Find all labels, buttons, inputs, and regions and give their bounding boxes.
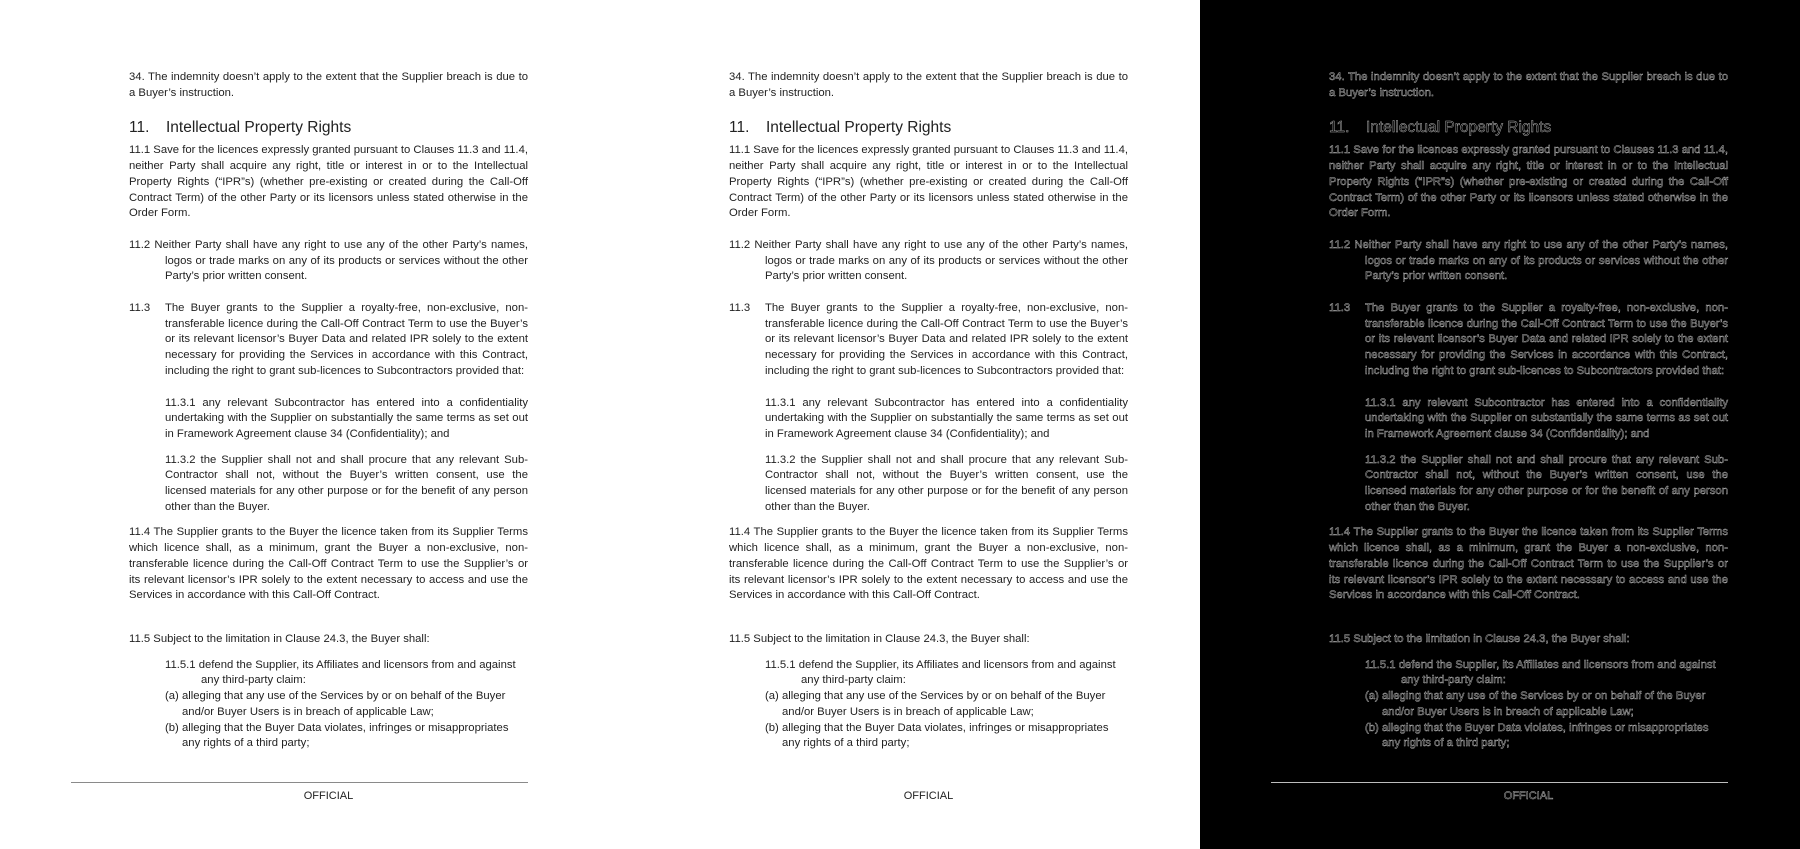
clause-body: The Buyer grants to the Supplier a royalty-free, non-exclusive, non-transferable licence during the Call-Off Contract Term to use the Buyer’s or its relevant licensor’s Buyer Data and related IPR solely to the extent necessary for providing the Services in accordance with this Contract, including the right to grant sub-licences to Subcontractors provided that: <box>1365 302 1728 377</box>
clause-body: The Buyer grants to the Supplier a royalty-free, non-exclusive, non-transferable licence during the Call-Off Contract Term to use the Buyer’s or its relevant licensor’s Buyer Data and related IPR solely to the extent necessary for providing the Services in accordance with this Contract, including the right to grant sub-licences to Subcontractors provided that: <box>165 302 528 377</box>
clause-11-3-1: 11.3.1 any relevant Subcontractor has entered into a confidentiality undertaking with the Supplier on substantially the same terms as set out in Framework Agreement clause 34 (Confidentiality); and <box>765 396 1128 440</box>
clause-11-5: 11.5 Subject to the limitation in Clause 24.3, the Buyer shall: <box>1329 632 1630 645</box>
list-item-a: (a) alleging that any use of the Services by or on behalf of the Buyer and/or Buyer Users is in breach of applicable Law; <box>165 690 506 718</box>
clause-11-3-2: 11.3.2 the Supplier shall not and shall procure that any relevant Sub-Contractor shall not, without the Buyer’s written consent, use the licensed materials for any other purpose or for the benefit of any person other than the Buyer. <box>765 453 1128 513</box>
heading-text: Intellectual Property Rights <box>166 119 352 137</box>
heading-number: 11. <box>729 119 750 137</box>
clause-11-4: 11.4 The Supplier grants to the Buyer the licence taken from its Supplier Terms which licence shall, as a minimum, grant the Buyer a non-exclusive, non-transferable licence during the Call-Off Contract Term to use the Supplier’s or its relevant licensor’s IPR solely to the extent necessary to access and use the Services in accordance with this Call-Off Contract. <box>129 526 528 602</box>
list-item-b: (b) alleging that the Buyer Data violates, infringes or misappropriates any rights of a third party; <box>165 721 509 750</box>
clause-11-2: 11.2 Neither Party shall have any right to use any of the other Party’s names, logos or trade marks on any of its products or services without the other Party’s prior written consent. <box>729 238 1128 283</box>
clause-11-3 <box>129 301 528 380</box>
section-heading <box>1329 118 1728 138</box>
page-panel-edges <box>1200 0 1800 849</box>
heading-text: Intellectual Property Rights <box>766 119 952 137</box>
list-item-b: (b) alleging that the Buyer Data violates, infringes or misappropriates any rights of a third party; <box>1365 721 1709 750</box>
footer-label: OFFICIAL <box>903 790 954 802</box>
footer-divider <box>71 782 528 783</box>
list-item-a: (a) alleging that any use of the Services by or on behalf of the Buyer and/or Buyer Users is in breach of applicable Law; <box>765 690 1106 718</box>
clause-11-5-1: 11.5.1 defend the Supplier, its Affiliates and licensors from and against any third-party claim: <box>165 658 516 687</box>
page-panel-copy <box>600 0 1200 849</box>
clause-11-2: 11.2 Neither Party shall have any right to use any of the other Party’s names, logos or trade marks on any of its products or services without the other Party’s prior written consent. <box>129 238 528 283</box>
paragraph-34: 34. The indemnity doesn’t apply to the extent that the Supplier breach is due to a Buyer’s instruction. <box>729 71 1128 99</box>
clause-11-5: 11.5 Subject to the limitation in Clause 24.3, the Buyer shall: <box>129 632 430 645</box>
clause-11-2: 11.2 Neither Party shall have any right to use any of the other Party’s names, logos or trade marks on any of its products or services without the other Party’s prior written consent. <box>1329 238 1728 283</box>
clause-11-5: 11.5 Subject to the limitation in Clause 24.3, the Buyer shall: <box>729 632 1030 645</box>
clause-11-3-2: 11.3.2 the Supplier shall not and shall procure that any relevant Sub-Contractor shall not, without the Buyer’s written consent, use the licensed materials for any other purpose or for the benefit of any person other than the Buyer. <box>165 453 528 513</box>
page-text <box>1329 70 1728 752</box>
list-item-b: (b) alleging that the Buyer Data violates, infringes or misappropriates any rights of a third party; <box>765 721 1109 750</box>
clause-11-5-1: 11.5.1 defend the Supplier, its Affiliates and licensors from and against any third-party claim: <box>765 658 1116 687</box>
clause-number: 11.3 <box>729 302 751 315</box>
clause-11-4: 11.4 The Supplier grants to the Buyer the licence taken from its Supplier Terms which licence shall, as a minimum, grant the Buyer a non-exclusive, non-transferable licence during the Call-Off Contract Term to use the Supplier’s or its relevant licensor’s IPR solely to the extent necessary to access and use the Services in accordance with this Call-Off Contract. <box>1329 526 1728 602</box>
clause-11-3 <box>729 301 1128 380</box>
page-panel-original <box>0 0 600 849</box>
heading-text: Intellectual Property Rights <box>1366 119 1552 137</box>
clause-body: The Buyer grants to the Supplier a royalty-free, non-exclusive, non-transferable licence during the Call-Off Contract Term to use the Buyer’s or its relevant licensor’s Buyer Data and related IPR solely to the extent necessary for providing the Services in accordance with this Contract, including the right to grant sub-licences to Subcontractors provided that: <box>765 302 1128 377</box>
section-heading <box>729 118 1128 138</box>
clause-11-1: 11.1 Save for the licences expressly granted pursuant to Clauses 11.3 and 11.4, neither Party shall acquire any right, title or interest in or to the Intellectual Property Rights (“IPR”s) (whether pre-existing or created during the Call-Off Contract Term) of the other Party or its licensors unless stated otherwise in the Order Form. <box>1329 144 1728 220</box>
footer-label: OFFICIAL <box>303 790 354 802</box>
clause-11-1: 11.1 Save for the licences expressly granted pursuant to Clauses 11.3 and 11.4, neither Party shall acquire any right, title or interest in or to the Intellectual Property Rights (“IPR”s) (whether pre-existing or created during the Call-Off Contract Term) of the other Party or its licensors unless stated otherwise in the Order Form. <box>729 144 1128 220</box>
section-heading <box>129 118 528 138</box>
clause-11-3-2: 11.3.2 the Supplier shall not and shall procure that any relevant Sub-Contractor shall not, without the Buyer’s written consent, use the licensed materials for any other purpose or for the benefit of any person other than the Buyer. <box>1365 453 1728 513</box>
clause-11-5-1: 11.5.1 defend the Supplier, its Affiliates and licensors from and against any third-party claim: <box>1365 658 1716 687</box>
clause-number: 11.3 <box>129 302 151 315</box>
footer-label: OFFICIAL <box>1503 790 1554 802</box>
page-text <box>729 70 1128 752</box>
paragraph-34: 34. The indemnity doesn’t apply to the extent that the Supplier breach is due to a Buyer’s instruction. <box>1329 71 1728 99</box>
clause-11-4: 11.4 The Supplier grants to the Buyer the licence taken from its Supplier Terms which licence shall, as a minimum, grant the Buyer a non-exclusive, non-transferable licence during the Call-Off Contract Term to use the Supplier’s or its relevant licensor’s IPR solely to the extent necessary to access and use the Services in accordance with this Call-Off Contract. <box>729 526 1128 602</box>
clause-11-1: 11.1 Save for the licences expressly granted pursuant to Clauses 11.3 and 11.4, neither Party shall acquire any right, title or interest in or to the Intellectual Property Rights (“IPR”s) (whether pre-existing or created during the Call-Off Contract Term) of the other Party or its licensors unless stated otherwise in the Order Form. <box>129 144 528 220</box>
clause-11-3-1: 11.3.1 any relevant Subcontractor has entered into a confidentiality undertaking with the Supplier on substantially the same terms as set out in Framework Agreement clause 34 (Confidentiality); and <box>165 396 528 440</box>
footer-divider <box>1271 782 1728 783</box>
heading-number: 11. <box>1329 119 1350 137</box>
page-text <box>129 70 528 752</box>
list-item-a: (a) alleging that any use of the Services by or on behalf of the Buyer and/or Buyer Users is in breach of applicable Law; <box>1365 690 1706 718</box>
clause-number: 11.3 <box>1329 302 1351 315</box>
heading-number: 11. <box>129 119 150 137</box>
clause-11-3 <box>1329 301 1728 380</box>
paragraph-34: 34. The indemnity doesn’t apply to the extent that the Supplier breach is due to a Buyer’s instruction. <box>129 71 528 99</box>
clause-11-3-1: 11.3.1 any relevant Subcontractor has entered into a confidentiality undertaking with the Supplier on substantially the same terms as set out in Framework Agreement clause 34 (Confidentiality); and <box>1365 396 1728 440</box>
